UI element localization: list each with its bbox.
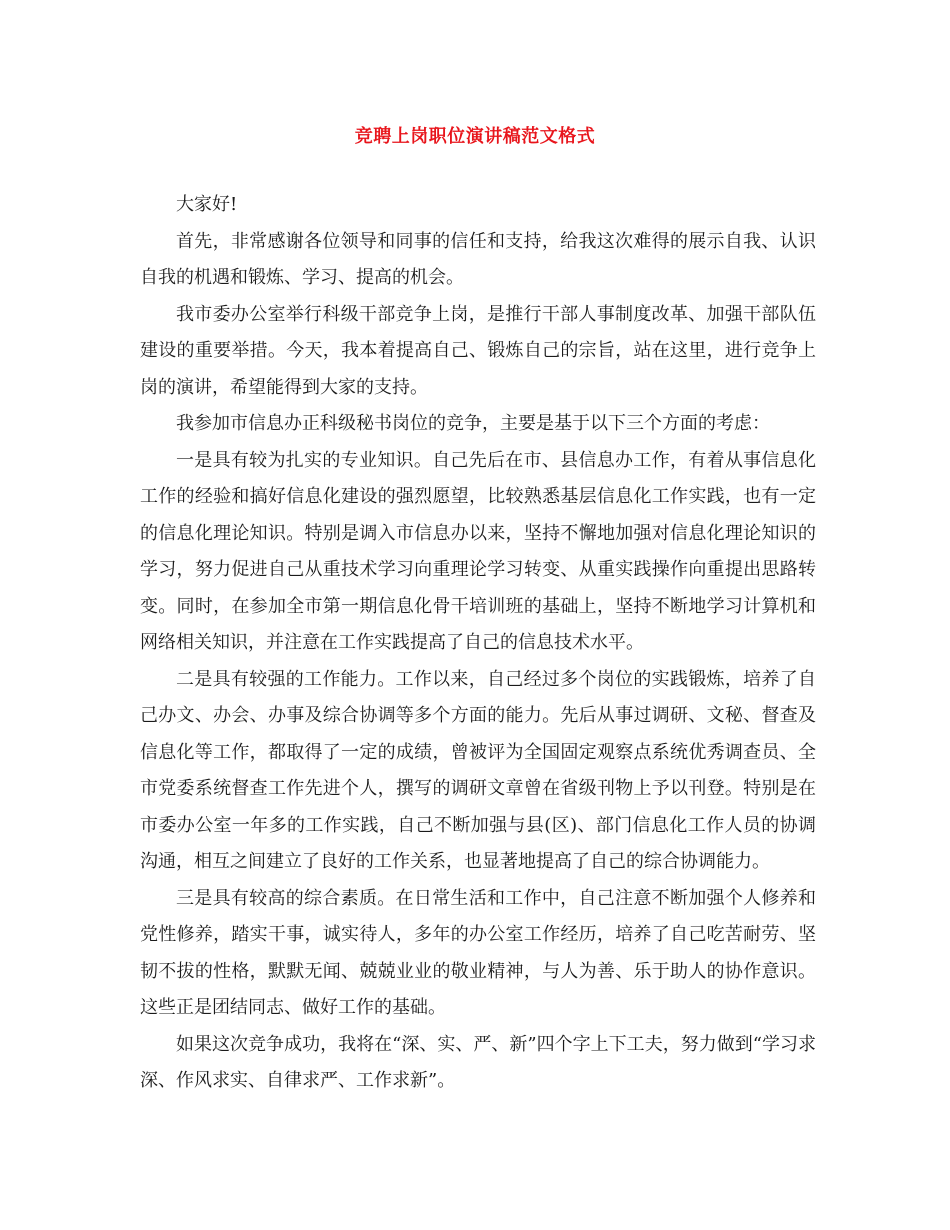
greeting-paragraph: 大家好!: [176, 194, 238, 215]
document-title: 竞聘上岗职位演讲稿范文格式: [354, 126, 596, 147]
body-paragraph: 二是具有较强的工作能力。工作以来，自己经过多个岗位的实践锻炼，培养了自己办文、办会、办事及综合协调等多个方面的能力。先后从事过调研、文秘、督查及信息化等工作，都取得了一定的成绩，曾被评为全国固定观察点系统优秀调查员、全市党委系统督查工作先进个人，撰写的调研文章曾在省级刊物上予以刊登。特别是在市委办公室一年多的工作实践，自己不断加强与县(区)、部门信息化工作人员的协调沟通，相互之间建立了良好的工作关系，也显著地提高了自己的综合协调能力。: [140, 668, 816, 872]
body-paragraph: 如果这次竞争成功，我将在“深、实、严、新”四个字上下工夫，努力做到“学习求深、作风求实、自律求严、工作求新”。: [140, 1033, 816, 1091]
body-paragraph: 一是具有较为扎实的专业知识。自己先后在市、县信息办工作，有着从事信息化工作的经验和搞好信息化建设的强烈愿望，比较熟悉基层信息化工作实践，也有一定的信息化理论知识。特别是调入市信息办以来，坚持不懈地加强对信息化理论知识的学习，努力促进自己从重技术学习向重理论学习转变、从重实践操作向重提出思路转变。同时，在参加全市第一期信息化骨干培训班的基础上，坚持不断地学习计算机和网络相关知识，并注意在工作实践提高了自己的信息技术水平。: [140, 449, 816, 653]
body-paragraph: 我市委办公室举行科级干部竞争上岗，是推行干部人事制度改革、加强干部队伍建设的重要举措。今天，我本着提高自己、锻炼自己的宗旨，站在这里，进行竞争上岗的演讲，希望能得到大家的支持。: [140, 303, 816, 398]
document-body: [140, 187, 816, 1100]
body-paragraph: 三是具有较高的综合素质。在日常生活和工作中，自己注意不断加强个人修养和党性修养，踏实干事，诚实待人，多年的办公室工作经历，培养了自己吃苦耐劳、坚韧不拔的性格，默默无闻、兢兢业业的敬业精神，与人为善、乐于助人的协作意识。这些正是团结同志、做好工作的基础。: [140, 887, 816, 1018]
body-paragraph: 我参加市信息办正科级秘书岗位的竞争，主要是基于以下三个方面的考虑：: [176, 413, 770, 434]
body-paragraph: 首先，非常感谢各位领导和同事的信任和支持，给我这次难得的展示自我、认识自我的机遇和锻炼、学习、提高的机会。: [140, 230, 816, 288]
